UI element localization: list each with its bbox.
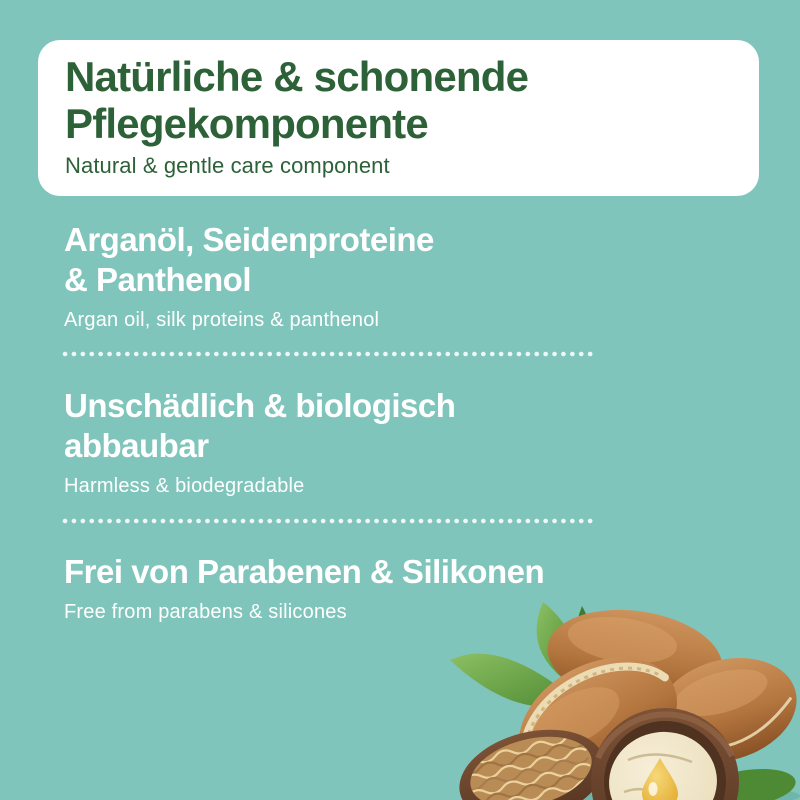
feature-subheading-english: Harmless & biodegradable [64,475,305,497]
dotted-divider [62,351,602,357]
argan-nuts-photo [430,600,800,800]
page-subtitle-english: Natural & gentle care component [65,153,390,178]
header-card [38,40,759,196]
dotted-divider [62,518,602,524]
page-title-line-1: Natürliche & schonende [65,53,529,100]
feature-biodegradable [64,386,455,498]
feature-argan-oil [64,220,434,332]
feature-heading-line: Arganöl, Seidenproteine [64,221,434,258]
feature-subheading-english: Free from parabens & silicones [64,601,347,623]
feature-heading-line: Frei von Parabenen & Silikonen [64,553,545,590]
feature-heading-line: & Panthenol [64,261,252,298]
feature-subheading-english: Argan oil, silk proteins & panthenol [64,309,380,331]
feature-heading-line: abbaubar [64,427,209,464]
feature-heading-line: Unschädlich & biologisch [64,387,456,424]
page-title-line-2: Pflegekomponente [65,100,428,147]
